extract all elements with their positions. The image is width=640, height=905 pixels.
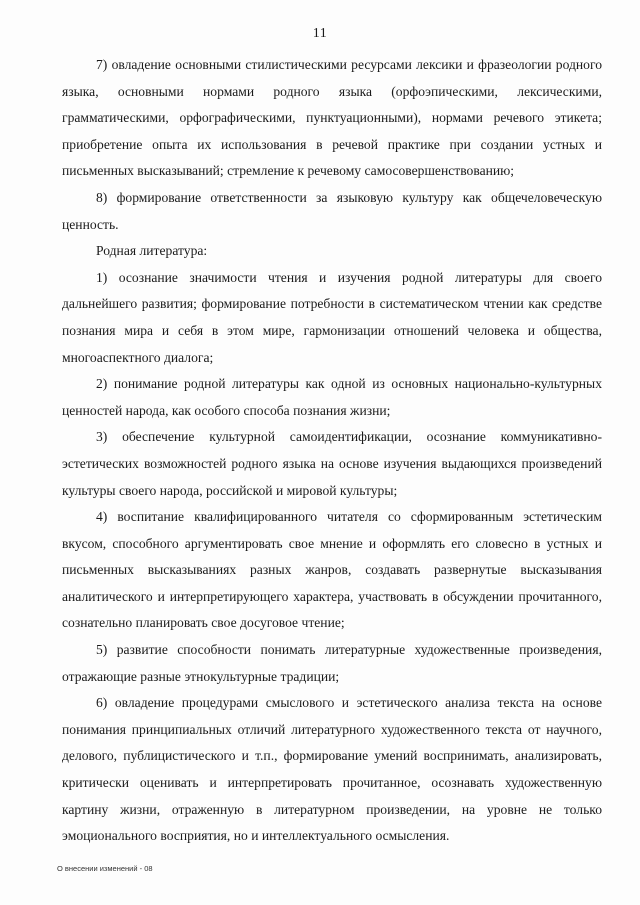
paragraph-literature-item-6: 6) овладение процедурами смыслового и эстетического анализа текста на основе понимания принципиальных отличий литературного художественного текста от научного, делового, публицистического и т.п., формирование умений воспринимать, анализировать, критически оценивать и интерпретировать прочитанное, осознавать художественную картину жизни, отраженную в литературном произведении, на уровне не только эмоционального восприятия, но и интеллектуального осмысления.	[62, 695, 602, 844]
document-footer: О внесении изменений - 08	[57, 864, 153, 873]
paragraph-literature-item-4: 4) воспитание квалифицированного читателя со сформированным эстетическим вкусом, способного аргументировать свое мнение и оформлять его словесно в устных и письменных высказываниях разных жанров, создавать развернутые высказывания аналитического и интерпретирующего характера, участвовать в обсуждении прочитанного, сознательно планировать свое досуговое чтение;	[62, 509, 602, 631]
page-number: 11	[312, 26, 328, 41]
paragraph-item-8: 8) формирование ответственности за языковую культуру как общечеловеческую ценность.	[62, 189, 602, 232]
paragraph-literature-item-5: 5) развитие способности понимать литературные художественные произведения, отражающие разные этнокультурные традиции;	[62, 642, 602, 684]
paragraph-literature-item-3: 3) обеспечение культурной самоидентификации, осознание коммуникативно-эстетических возможностей родного языка на основе изучения выдающихся произведений культуры своего народа, российской и мировой культуры;	[62, 429, 602, 498]
section-heading-native-literature: Родная литература:	[96, 243, 208, 259]
document-body	[62, 52, 602, 850]
paragraph-literature-item-2: 2) понимание родной литературы как одной из основных национально-культурных ценностей народа, как особого способа познания жизни;	[62, 376, 602, 418]
paragraph-literature-item-1: 1) осознание значимости чтения и изучения родной литературы для своего дальнейшего развития; формирование потребности в систематическом чтении как средстве познания мира и себя в этом мире, гармонизации отношений человека и общества, многоаспектного диалога;	[62, 269, 602, 365]
paragraph-item-7: 7) овладение основными стилистическими ресурсами лексики и фразеологии родного языка, основными нормами родного языка (орфоэпическими, лексическими, грамматическими, орфографическими, пунктуационными), нормами речевого этикета; приобретение опыта их использования в речевой практике при создании устных и письменных высказываний; стремление к речевому самосовершенствованию;	[62, 57, 602, 179]
